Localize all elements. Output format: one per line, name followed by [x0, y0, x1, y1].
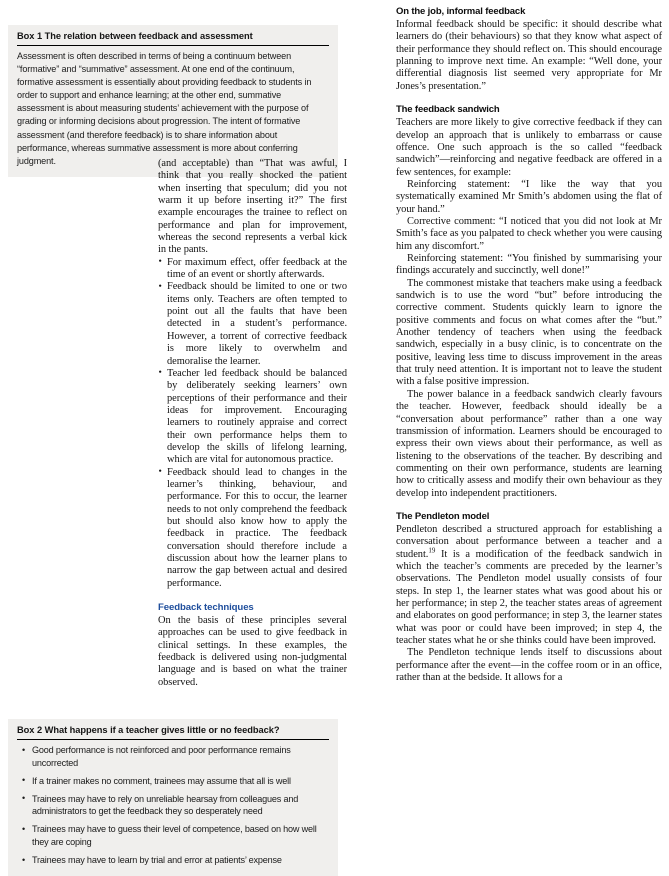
left-column-body — [158, 158, 347, 689]
list-item: • Feedback should lead to changes in the learner’s thinking, behaviour, and performance. For this to occur, the learner needs to not only comprehend the feedback but should also know how to apply the feedback in practice. The feedback conversation should therefore include a discussion about how the learner plans to narrow the gap between actual and desired performance. — [158, 467, 347, 590]
box-1-panel — [8, 25, 338, 177]
list-item: • For maximum effect, offer feedback at the time of an event or shortly afterwards. — [158, 257, 347, 282]
list-item: • If a trainer makes no comment, trainees may assume that all is well — [17, 775, 329, 788]
list-item: • Feedback should be limited to one or two items only. Teachers are often tempted to point out all the faults that have been detected in a student’s performance. However, a torrent of corrective feedback is more likely to overwhelm and demoralise the learner. — [158, 281, 347, 367]
section-spacer — [396, 93, 662, 104]
left-column — [8, 6, 347, 866]
continuation-paragraph: (and acceptable) than “That was awful, I think that you really shocked the patient when inserting that speculum; did you not warm it up before inserting it?” The first example encourages the trainee to reflect on performance and plan for improvement, whereas the second represents a verbal kick in the pants. — [158, 158, 347, 256]
box-2 — [8, 719, 338, 876]
section-paragraph-feedback-techniques: On the basis of these principles several approaches can be used to give feedback in clinical settings. In these examples, the feedback is delivered using non-judgmental language and is based on what the trainer observed. — [158, 615, 347, 688]
section-spacer — [396, 500, 662, 511]
paragraph-informal-feedback: Informal feedback should be specific: it should describe what learners do (their behaviours) so that they know what aspect of their performance they should reflect on. This should encourage planning to improve next time. An example: “Well done, your differential diagnosis list seemed very appropriate for Mr Jones’s presentation.” — [396, 19, 662, 92]
box-2-list — [17, 744, 329, 867]
list-item: • Trainees may have to rely on unreliable hearsay from colleagues and administrators to get the feedback they so desperately need — [17, 793, 329, 818]
paragraph-pendleton-description — [396, 524, 662, 647]
box-1-body: Assessment is often described in terms of being a continuum between “formative” and “summative” assessment. At one end of the continuum, formative assessment is essentially about providing feedback to students in order to support and enhance learning; at the other end, summative assessment is about measuring students’ achievement with the purpose of grading or informing decisions about progression. The intent of formative assessment (and therefore feedback) is to share information about performance, whereas summative assessment is more about conferring judgment. — [17, 51, 312, 166]
list-item: • Trainees may have to guess their level of competence, based on how well they are coping — [17, 823, 329, 848]
paragraph-pendleton-technique: The Pendleton technique lends itself to discussions about performance after the event—in the coffee room or in an office, rather than at the bedside. It allows for a — [396, 647, 662, 684]
pendleton-text-after-ref: It is a modification of the feedback sandwich in which the teacher’s comments are preceded by the learner’s observations. The Pendleton model usually consists of four steps. In step 1, the learner states what was good about his or her performance; in step 2, the teacher states areas of agreement and elaborates on good performance; in step 3, the learner states what was poor or could have been improved; in step 4, the teacher states what he or she thinks could have been improved. — [396, 548, 662, 647]
feedback-principles-list — [158, 257, 347, 590]
paragraph-corrective-comment: Corrective comment: “I noticed that you did not look at Mr Smith’s face as you palpated to check whether you were causing him any discomfort.” — [396, 216, 662, 252]
list-item: • Teacher led feedback should be balanced by deliberately seeking learners’ own perceptions of their performance and their ideas for improvement. Encouraging learners to routinely appraise and correct their own performance helps them to develop the skills of lifelong learning, which are vital for autonomous practice. — [158, 368, 347, 467]
right-column-body — [396, 6, 662, 684]
box-2-title: Box 2 What happens if a teacher gives little or no feedback? — [17, 724, 329, 740]
paragraph-power-balance: The power balance in a feedback sandwich clearly favours the teacher. However, feedback should ideally be a “conversation about performance” rather than a one way transmission of information. Learners should be encouraged to express their own views about their performance, as well as listening to the observations of the teacher. By describing and commenting on their own performance, students are learning how to critically assess and modify their own behaviour as they develop into independent practitioners. — [396, 388, 662, 499]
list-item: • Good performance is not reinforced and poor performance remains uncorrected — [17, 744, 329, 769]
section-heading-feedback-sandwich: The feedback sandwich — [396, 104, 500, 116]
right-column — [396, 6, 662, 860]
paragraph-sandwich-intro: Teachers are more likely to give corrective feedback if they can develop an approach that is unlikely to embarrass or cause offence. One such approach is the so called “feedback sandwich”—reinforcing and negative feedback are offered in a few sentences, for example: — [396, 117, 662, 178]
box-1 — [8, 25, 338, 177]
box-2-panel — [8, 719, 338, 876]
pendleton-text-before-ref: Pendleton described a structured approach for establishing a conversation about performance between a teacher and a student. — [396, 524, 662, 560]
section-heading-informal-feedback: On the job, informal feedback — [396, 6, 526, 17]
box-1-title: Box 1 The relation between feedback and assessment — [17, 30, 329, 46]
section-heading-feedback-techniques: Feedback techniques — [158, 602, 254, 614]
paragraph-reinforcing-statement-2: Reinforcing statement: “You finished by summarising your findings accurately and succinctly, well done!” — [396, 253, 662, 277]
list-item: • Trainees may have to learn by trial and error at patients’ expense — [17, 854, 329, 867]
section-heading-pendleton-model: The Pendleton model — [396, 510, 490, 522]
reference-marker: 19 — [428, 546, 436, 555]
paragraph-reinforcing-statement-1: Reinforcing statement: “I like the way that you systematically examined Mr Smith’s abdomen using the flat of your hand.” — [396, 178, 662, 215]
paragraph-commonest-mistake: The commonest mistake that teachers make using a feedback sandwich is to use the word “but” before introducing the corrective comment. Students quickly learn to ignore the positive comments and focus on what comes after the “but.” Another tendency of teachers when using the feedback sandwich, especially in a busy clinic, is to concentrate on the positive, leaving less time to discuss improvement in the areas that truly need attention. It is important not to leave the student with a false positive impression. — [396, 277, 662, 388]
